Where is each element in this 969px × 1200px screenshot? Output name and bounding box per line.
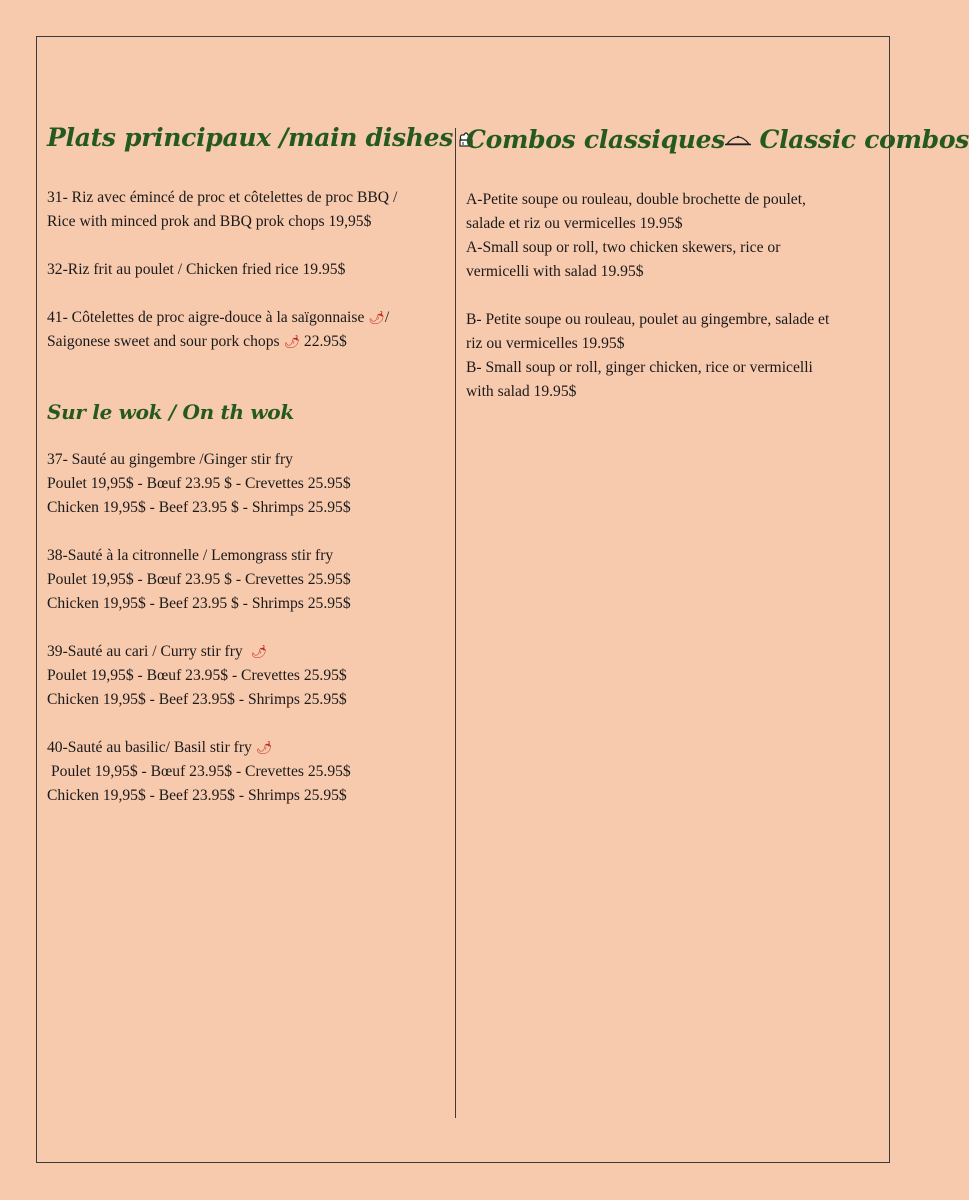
combo-line: salade et riz ou vermicelles 19.95$ — [466, 215, 683, 232]
item-price-en: Chicken 19,95$ - Beef 23.95 $ - Shrimps 25.95$ — [47, 499, 351, 516]
menu-item-39 — [47, 640, 437, 712]
item-price-fr: Poulet 19,95$ - Bœuf 23.95$ - Crevettes 25.95$ — [51, 763, 351, 780]
main-dishes-heading — [47, 118, 453, 158]
item-41-price: 22.95$ — [303, 333, 347, 350]
combo-line: riz ou vermicelles 19.95$ — [466, 335, 625, 352]
combo-line: vermicelli with salad 19.95$ — [466, 263, 644, 280]
item-line: 31- Riz avec émincé de proc et côtelettes de proc BBQ / — [47, 189, 398, 206]
chili-icon: 🌶 — [283, 334, 300, 349]
chili-icon: 🌶 — [250, 644, 268, 659]
item-line-41-fr: 41- Côtelettes de proc aigre-douce à la saïgonnaise 🌶/ — [47, 309, 390, 326]
combo-line: B- Petite soupe ou rouleau, poulet au gingembre, salade et — [466, 311, 830, 328]
covered-dish-icon — [725, 118, 751, 130]
item-price-en: Chicken 19,95$ - Beef 23.95 $ - Shrimps 25.95$ — [47, 595, 351, 612]
item-line: Rice with minced prok and BBQ prok chops 19,95$ — [47, 213, 372, 230]
item-title-39 — [47, 640, 437, 664]
left-column — [47, 118, 453, 808]
item-price-en: Chicken 19,95$ - Beef 23.95$ - Shrimps 25.95$ — [47, 787, 347, 804]
item-price-fr: Poulet 19,95$ - Bœuf 23.95 $ - Crevettes 25.95$ — [47, 571, 351, 588]
item-price-en: Chicken 19,95$ - Beef 23.95$ - Shrimps 25.95$ — [47, 691, 347, 708]
combo-line: with salad 19.95$ — [466, 383, 577, 400]
combo-line: A-Small soup or roll, two chicken skewers, rice or — [466, 239, 781, 256]
combos-heading-en: Classic combos — [759, 125, 969, 154]
main-dishes-heading-text: Plats principaux /main dishes — [47, 123, 453, 152]
chili-icon: 🌶 — [255, 740, 273, 755]
item-title: 37- Sauté au gingembre /Ginger stir fry — [47, 451, 293, 468]
item-41-en-text: Saigonese sweet and sour pork chops — [47, 333, 280, 350]
combo-a — [466, 188, 881, 284]
item-41-fr-text: 41- Côtelettes de proc aigre-douce à la saïgonnaise — [47, 309, 365, 326]
wok-heading: Sur le wok / On th wok — [47, 400, 294, 424]
item-price-fr: Poulet 19,95$ - Bœuf 23.95$ - Crevettes 25.95$ — [47, 667, 347, 684]
combos-heading — [466, 118, 969, 160]
menu-item-40 — [47, 736, 437, 808]
combos-heading-fr: Combos classiques — [466, 125, 726, 154]
item-line-41-en — [47, 330, 437, 354]
chili-icon: 🌶 — [368, 310, 385, 325]
item-title-text: 40-Sauté au basilic/ Basil stir fry — [47, 739, 252, 756]
menu-item-37 — [47, 448, 437, 520]
column-divider — [455, 128, 456, 1118]
menu-item-32 — [47, 258, 437, 282]
combo-b — [466, 308, 881, 404]
menu-item-38 — [47, 544, 437, 616]
item-title: 38-Sauté à la citronnelle / Lemongrass stir fry — [47, 547, 334, 564]
menu-item-31 — [47, 186, 437, 234]
item-title-40 — [47, 736, 437, 760]
menu-item-41 — [47, 306, 437, 354]
combo-line: A-Petite soupe ou rouleau, double brochette de poulet, — [466, 191, 806, 208]
combo-line: B- Small soup or roll, ginger chicken, rice or vermicelli — [466, 359, 813, 376]
item-price-fr: Poulet 19,95$ - Bœuf 23.95 $ - Crevettes 25.95$ — [47, 475, 351, 492]
item-line: 32-Riz frit au poulet / Chicken fried rice 19.95$ — [47, 261, 346, 278]
right-column — [466, 118, 969, 404]
item-title-text: 39-Sauté au cari / Curry stir fry — [47, 643, 243, 660]
